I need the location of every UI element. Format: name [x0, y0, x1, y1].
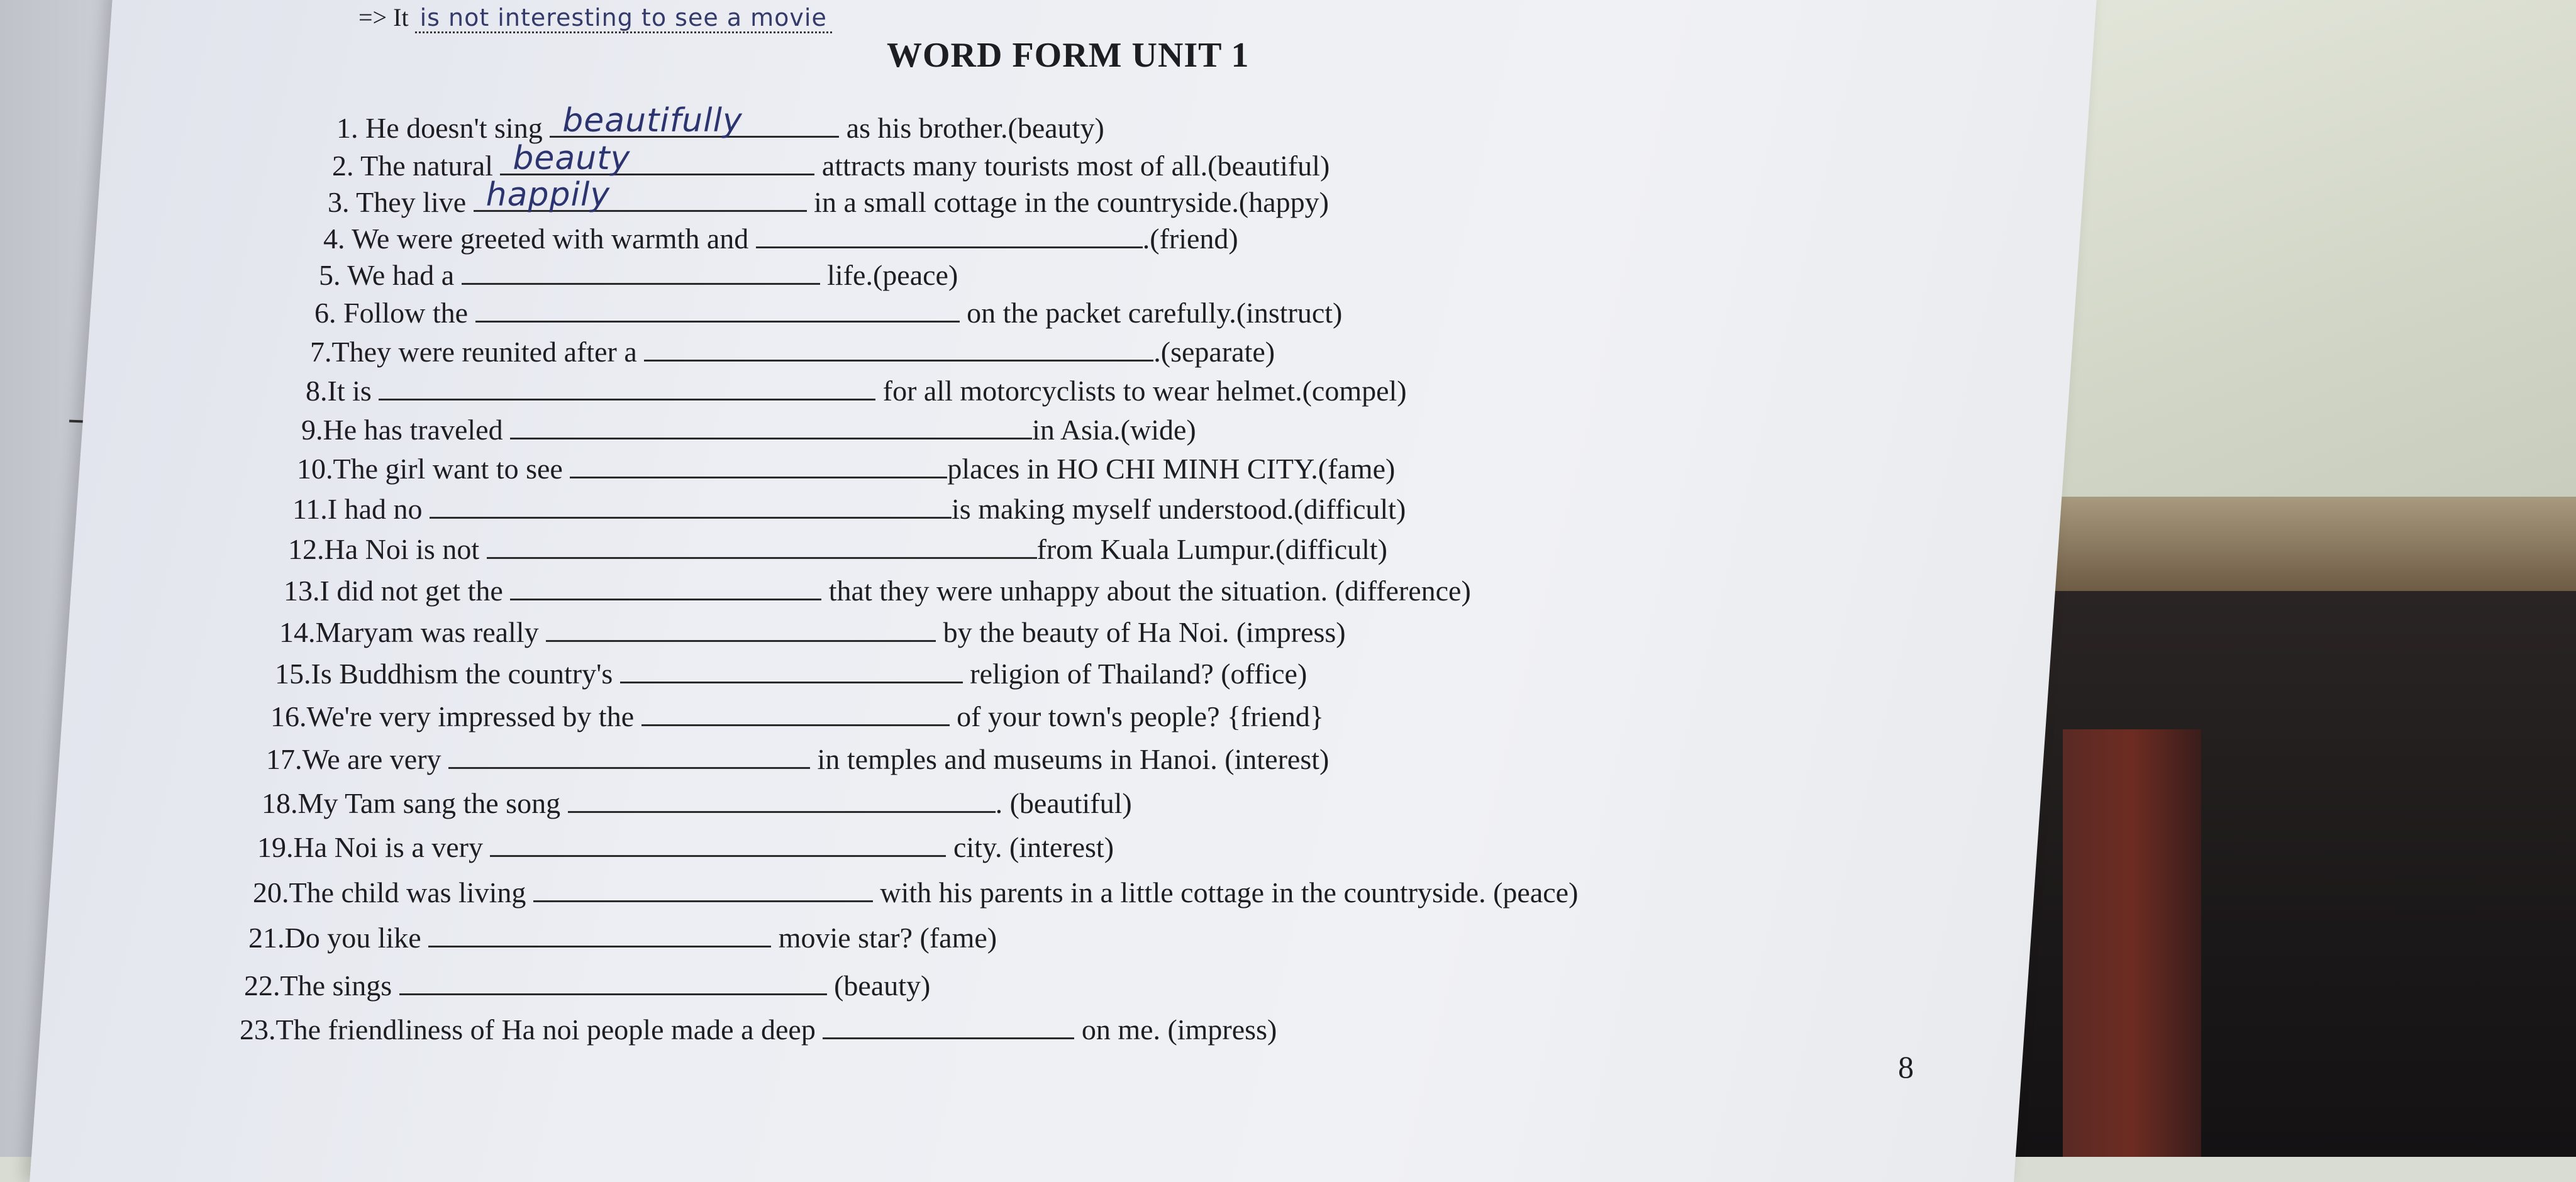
answer-blank[interactable] — [487, 532, 1037, 559]
question-6: 6. Follow the on the packet carefully.(instruct) — [314, 297, 1343, 329]
header-handwritten-answer: is not interesting to see a movie — [415, 4, 832, 33]
question-11: 11.I had no is making myself understood.(difficult) — [292, 493, 1406, 525]
question-7: 7.They were reunited after a .(separate) — [310, 336, 1275, 368]
answer-blank[interactable] — [490, 830, 946, 857]
answer-blank[interactable] — [533, 875, 873, 902]
handwritten-answer: beauty — [513, 140, 631, 177]
answer-blank[interactable] — [568, 786, 996, 813]
page-number: 8 — [1898, 1049, 1914, 1085]
answer-blank[interactable] — [500, 140, 814, 177]
question-8: 8.It is for all motorcyclists to wear helmet.(compel) — [306, 375, 1407, 407]
question-14: 14.Maryam was really by the beauty of Ha Noi. (impress) — [279, 616, 1346, 648]
answer-blank[interactable] — [644, 334, 1153, 362]
answer-blank[interactable] — [474, 176, 807, 214]
question-3: 3. They live happily in a small cottage in the countryside.(happy) — [328, 176, 1329, 218]
question-21: 21.Do you like movie star? (fame) — [248, 922, 997, 954]
header-line — [358, 3, 832, 32]
question-19: 19.Ha Noi is a very city. (interest) — [257, 831, 1114, 863]
answer-blank[interactable] — [550, 102, 839, 140]
handwritten-answer: happily — [486, 176, 611, 214]
question-18: 18.My Tam sang the song . (beautiful) — [262, 787, 1132, 819]
question-16: 16.We're very impressed by the of your town's people? {friend} — [270, 700, 1324, 732]
answer-blank[interactable] — [379, 373, 875, 400]
answer-blank[interactable] — [823, 1012, 1074, 1039]
answer-blank[interactable] — [430, 492, 952, 519]
question-23: 23.The friendliness of Ha noi people made a deep on me. (impress) — [240, 1014, 1277, 1046]
question-13: 13.I did not get the that they were unhappy about the situation. (difference) — [284, 575, 1471, 607]
question-22: 22.The sings (beauty) — [244, 969, 931, 1002]
question-10: 10.The girl want to see places in HO CHI MINH CITY.(fame) — [297, 453, 1396, 485]
header-prefix: => It — [358, 3, 409, 31]
answer-blank[interactable] — [641, 699, 950, 726]
answer-blank[interactable] — [620, 656, 963, 683]
page-title: WORD FORM UNIT 1 — [887, 36, 1250, 75]
question-1: 1. He doesn't sing beautifully as his brother.(beauty) — [336, 102, 1104, 144]
question-12: 12.Ha Noi is not from Kuala Lumpur.(difficult) — [288, 533, 1387, 565]
question-4: 4. We were greeted with warmth and .(friend) — [323, 223, 1238, 255]
answer-blank[interactable] — [570, 451, 947, 478]
handwritten-answer: beautifully — [562, 102, 743, 140]
answer-blank[interactable] — [510, 412, 1032, 439]
answer-blank[interactable] — [462, 258, 820, 285]
answer-blank[interactable] — [399, 968, 827, 995]
question-5: 5. We had a life.(peace) — [319, 259, 958, 291]
answer-blank[interactable] — [510, 573, 821, 600]
question-17: 17.We are very in temples and museums in Hanoi. (interest) — [266, 743, 1330, 775]
answer-blank[interactable] — [448, 742, 810, 769]
question-20: 20.The child was living with his parents in a little cottage in the countryside. (peace) — [253, 876, 1579, 909]
question-15: 15.Is Buddhism the country's religion of Thailand? (office) — [275, 658, 1307, 690]
answer-blank[interactable] — [546, 615, 936, 642]
answer-blank[interactable] — [756, 221, 1143, 248]
question-2: 2. The natural beauty attracts many tourists most of all.(beautiful) — [332, 140, 1330, 182]
answer-blank[interactable] — [475, 296, 960, 323]
question-9: 9.He has traveled in Asia.(wide) — [301, 414, 1196, 446]
answer-blank[interactable] — [428, 920, 771, 947]
